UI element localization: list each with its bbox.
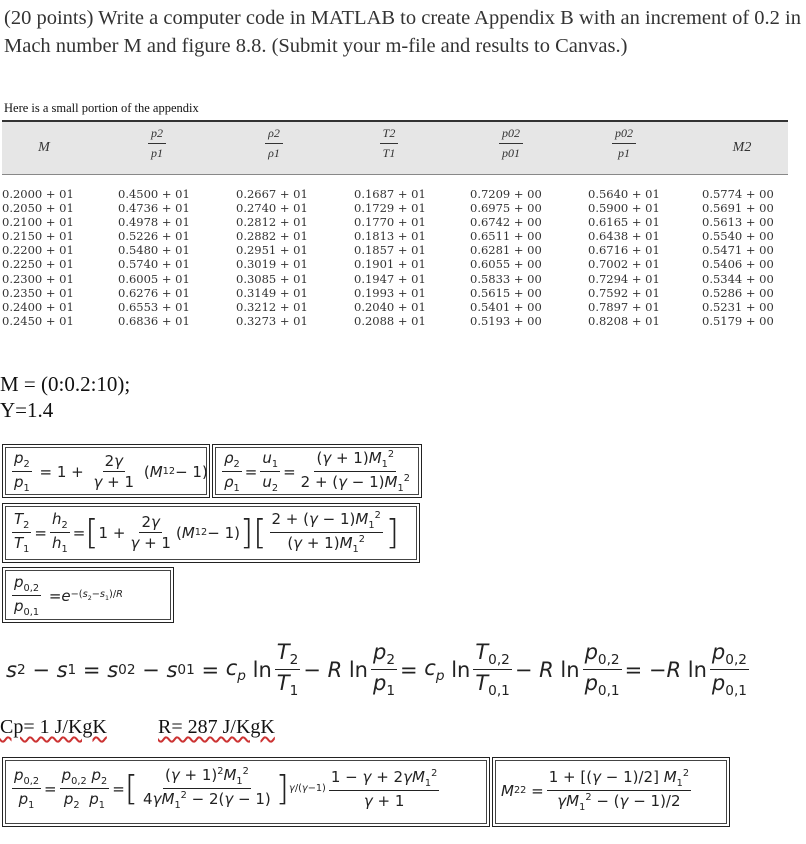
table-cell: 0.3212 + 01 (236, 299, 308, 314)
table-cell: 0.2350 + 01 (2, 285, 74, 300)
constant-r (158, 716, 275, 739)
appendix-caption: Here is a small portion of the appendix (4, 101, 199, 115)
table-cell: 0.5231 + 00 (702, 299, 774, 314)
table-cell: 0.2150 + 01 (2, 229, 74, 244)
table-cell: 0.1687 + 01 (354, 187, 426, 201)
header-p02-p1-ratio (574, 126, 674, 162)
table-cell: 0.7209 + 00 (470, 187, 542, 201)
table-cell: 0.6511 + 00 (470, 229, 542, 244)
equation-temperature-ratio-box (2, 503, 420, 563)
column-temperature-ratio (354, 187, 426, 328)
header-num: p02 (612, 126, 636, 144)
table-cell: 0.2000 + 01 (2, 187, 74, 201)
table-cell: 0.5900 + 01 (588, 201, 660, 216)
table-cell: 0.7592 + 01 (588, 285, 660, 300)
table-cell: 0.7897 + 01 (588, 299, 660, 314)
table-header (2, 122, 788, 175)
table-cell: 0.2951 + 01 (236, 243, 308, 258)
table-cell: 0.6165 + 01 (588, 215, 660, 230)
table-cell: 0.5406 + 00 (702, 257, 774, 272)
equation-p02-p1-box (2, 757, 490, 827)
table-cell: 0.7002 + 01 (588, 257, 660, 272)
header-m2: M2 (732, 140, 752, 155)
table-cell: 0.5226 + 01 (118, 229, 190, 244)
table-cell: 0.1993 + 01 (354, 285, 426, 300)
table-body (2, 187, 788, 357)
table-cell: 0.5615 + 00 (470, 285, 542, 300)
equation-pressure-ratio: $p_2$ $p_1$ = 1 + 2γ γ + 1 ( M 1 2 − 1) (14, 449, 208, 494)
table-cell: 0.5286 + 00 (702, 285, 774, 300)
table-cell: 0.6055 + 00 (470, 257, 542, 272)
table-cell: 0.3019 + 01 (236, 257, 308, 272)
equation-entropy-change: s 2 − s 1 = s 02 − s 01 = $c_p$ ln $T_2$ $T_1$ − R ln $p_2$ $p_1$ = $c_p$ ln $T_{0,2}$ $T_{0,1}$ − R ln $p_{0,2}$ $p_{0,1}$ = − R ln $p_{0,2}$ $p_{0,1}$ (6, 640, 747, 700)
table-cell: 0.5740 + 01 (118, 257, 190, 272)
table-cell: 0.1729 + 01 (354, 201, 426, 216)
table-cell: 0.6281 + 00 (470, 243, 542, 258)
table-cell: 0.5613 + 00 (702, 215, 774, 230)
table-cell: 0.2400 + 01 (2, 299, 74, 314)
table-cell: 0.5480 + 01 (118, 243, 190, 258)
equation-temperature-ratio: $T_2$ $T_1$ = $h_2$ $h_1$ = [ 1 + 2γ γ + 1 ( M 1 2 − 1) ] [ $2 + (\gamma - 1)M_1^2$ $(\gamma + 1)M_1^2$ ] (14, 510, 400, 555)
column-stagnation-pressure-ratio (470, 187, 542, 328)
table-cell: 0.4500 + 01 (118, 187, 190, 201)
constant-cp-text: Cp= 1 J/KgK (0, 716, 107, 738)
table-cell: 0.1947 + 01 (354, 271, 426, 286)
table-cell: 0.8208 + 01 (588, 313, 660, 328)
table-cell: 0.6005 + 01 (118, 271, 190, 286)
table-cell: 0.3085 + 01 (236, 271, 308, 286)
header-temperature-ratio (339, 126, 439, 162)
header-den: p1 (618, 146, 630, 160)
table-cell: 0.2740 + 01 (236, 201, 308, 216)
table-cell: 0.6742 + 00 (470, 215, 542, 230)
table-cell: 0.2100 + 01 (2, 215, 74, 230)
equation-m2: M 2 2 = 1 + [(γ − 1)/2] $M_1^2$ $\gamma M_1^2 - (\gamma - 1)/2$ (501, 768, 690, 813)
table-cell: 0.2667 + 01 (236, 187, 308, 201)
table-cell: 0.1813 + 01 (354, 229, 426, 244)
table-cell: 0.1857 + 01 (354, 243, 426, 258)
table-cell: 0.2250 + 01 (2, 257, 74, 272)
column-m (2, 187, 74, 328)
table-cell: 0.5833 + 00 (470, 271, 542, 286)
table-cell: 0.6438 + 01 (588, 229, 660, 244)
table-cell: 0.6836 + 01 (118, 313, 190, 328)
equation-m2-box (492, 757, 730, 827)
table-cell: 0.2088 + 01 (354, 313, 426, 328)
problem-statement: (20 points) Write a computer code in MATLAB to create Appendix B with an increment of 0.2 in Mach number M and figure 8.8. (Submit your m-file and results to Canvas.) (4, 7, 801, 57)
header-den: T1 (382, 146, 396, 160)
table-cell: 0.2300 + 01 (2, 271, 74, 286)
header-density-ratio (224, 126, 324, 162)
table-cell: 0.5401 + 00 (470, 299, 542, 314)
table-cell: 0.2040 + 01 (354, 299, 426, 314)
header-den: p01 (502, 146, 520, 160)
column-p02-p1-ratio (588, 187, 660, 328)
table-cell: 0.4736 + 01 (118, 201, 190, 216)
header-m: M (38, 140, 50, 155)
equation-stagnation-ratio-box (2, 567, 174, 623)
equation-density-ratio-box (212, 444, 422, 498)
table-cell: 0.5774 + 00 (702, 187, 774, 201)
header-pressure-ratio (107, 126, 207, 162)
equation-pressure-ratio-box (2, 444, 210, 498)
table-cell: 0.6716 + 01 (588, 243, 660, 258)
code-line-2: Y=1.4 (0, 398, 54, 422)
header-num: ρ2 (265, 126, 283, 144)
header-num: T2 (380, 126, 399, 144)
table-cell: 0.5193 + 00 (470, 313, 542, 328)
table-cell: 0.7294 + 01 (588, 271, 660, 286)
table-cell: 0.5640 + 01 (588, 187, 660, 201)
table-cell: 0.2200 + 01 (2, 243, 74, 258)
table-cell: 0.5540 + 00 (702, 229, 774, 244)
table-cell: 0.5179 + 00 (702, 313, 774, 328)
table-cell: 0.6276 + 01 (118, 285, 190, 300)
equation-p02-p1: $p_{0,2}$ $p_1$ = $p_{0,2}$ $p_2$ $p_2$ $p_1$ = [ $(\gamma + 1)^2M_1^2$ $4\gamma M_1^2 - 2(\gamma - 1)$ ] γ/(γ−1) $1 - \gamma + 2\gamma M_1^2$ γ + 1 (14, 766, 438, 811)
table-cell: 0.5471 + 00 (702, 243, 774, 258)
table-cell: 0.2450 + 01 (2, 313, 74, 328)
appendix-table (2, 120, 788, 357)
column-m2 (702, 187, 774, 328)
table-cell: 0.6553 + 01 (118, 299, 190, 314)
code-line-1: M = (0:0.2:10); (0, 372, 131, 396)
equation-density-ratio: $\rho_2$ $\rho_1$ = $u_1$ $u_2$ = $(\gamma + 1)M_1^2$ $2 + (\gamma - 1)M_1^2$ (224, 449, 410, 494)
header-num: p2 (148, 126, 166, 144)
header-den: p1 (151, 146, 163, 160)
header-den: ρ1 (268, 146, 280, 160)
table-cell: 0.3273 + 01 (236, 313, 308, 328)
equation-stagnation-ratio: $p_{0,2}$ $p_{0,1}$ = e $-(s_2-s_1)/R$ (14, 573, 123, 618)
column-density-ratio (236, 187, 308, 328)
constant-r-text: R= 287 J/KgK (158, 716, 275, 738)
constant-cp (0, 716, 107, 739)
table-cell: 0.4978 + 01 (118, 215, 190, 230)
table-cell: 0.1901 + 01 (354, 257, 426, 272)
table-cell: 0.6975 + 00 (470, 201, 542, 216)
header-num: p02 (499, 126, 523, 144)
table-cell: 0.3149 + 01 (236, 285, 308, 300)
table-cell: 0.2812 + 01 (236, 215, 308, 230)
table-cell: 0.1770 + 01 (354, 215, 426, 230)
table-cell: 0.2882 + 01 (236, 229, 308, 244)
table-cell: 0.5344 + 00 (702, 271, 774, 286)
table-cell: 0.5691 + 00 (702, 201, 774, 216)
header-stagnation-pressure-ratio (461, 126, 561, 162)
column-pressure-ratio (118, 187, 190, 328)
table-cell: 0.2050 + 01 (2, 201, 74, 216)
